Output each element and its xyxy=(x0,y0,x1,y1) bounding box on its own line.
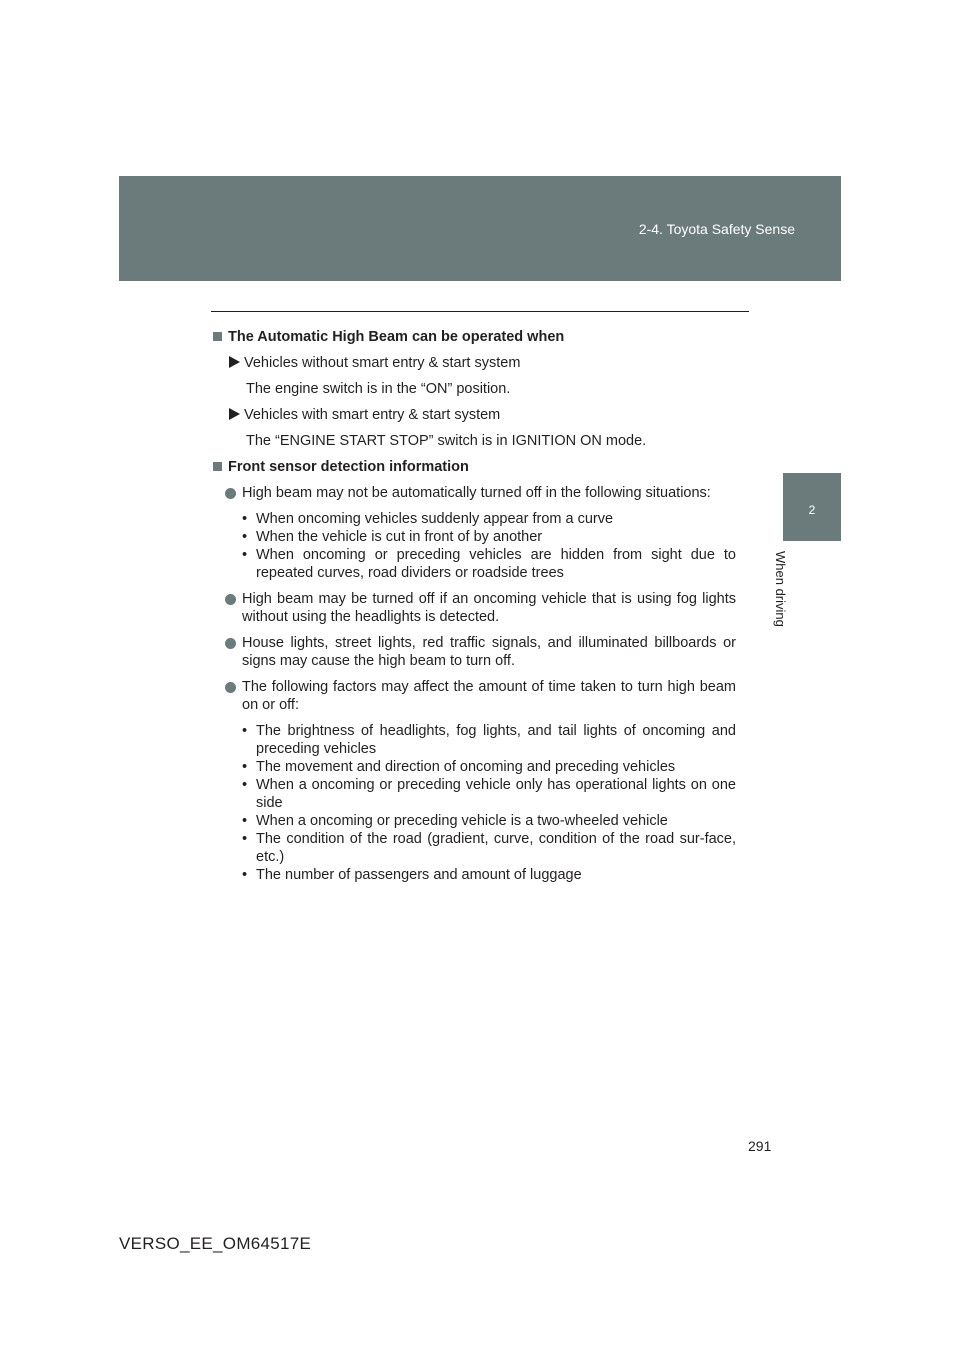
list-item: • When a oncoming or preceding vehicle only has operational lights on one side xyxy=(242,777,736,811)
section-title: 2-4. Toyota Safety Sense xyxy=(638,221,795,237)
header-band xyxy=(119,176,841,281)
list-item: • When the vehicle is cut in front of by another xyxy=(242,529,543,545)
page-content xyxy=(213,328,736,892)
chapter-label-container xyxy=(773,551,810,641)
condition-text: The engine switch is in the “ON” position. xyxy=(246,381,511,397)
info-point: High beam may be turned off if an oncoming vehicle that is using fog lights without using the headlights is detected. xyxy=(213,590,736,626)
document-code: VERSO_EE_OM64517E xyxy=(119,1234,312,1253)
list-item: • The number of passengers and amount of luggage xyxy=(242,867,582,883)
list-item: • When a oncoming or preceding vehicle is a two-wheeled vehicle xyxy=(242,813,668,829)
page-number: 291 xyxy=(748,1138,772,1154)
condition-text: The “ENGINE START STOP” switch is in IGNITION ON mode. xyxy=(246,433,647,449)
section-heading: Front sensor detection information xyxy=(213,458,736,476)
chapter-tab xyxy=(783,473,841,541)
triangle-arrow-icon xyxy=(229,356,240,368)
circle-bullet-icon xyxy=(225,488,236,499)
top-rule xyxy=(211,311,749,312)
info-point: High beam may not be automatically turned off in the following situations: xyxy=(213,484,736,502)
list-item: • When oncoming vehicles suddenly appear from a curve xyxy=(242,511,614,527)
chapter-label: When driving xyxy=(773,551,788,627)
circle-bullet-icon xyxy=(225,638,236,649)
bullet-list xyxy=(242,510,736,582)
list-item: • When oncoming or preceding vehicles are hidden from sight due to repeated curves, road dividers or roadside trees xyxy=(242,547,736,581)
circle-bullet-icon xyxy=(225,594,236,605)
square-bullet-icon xyxy=(213,462,222,471)
list-item: • The movement and direction of oncoming and preceding vehicles xyxy=(242,759,676,775)
circle-bullet-icon xyxy=(225,682,236,693)
triangle-arrow-icon xyxy=(229,408,240,420)
info-point: House lights, street lights, red traffic signals, and illuminated billboards or signs may cause the high beam to turn off. xyxy=(213,634,736,670)
section-heading: The Automatic High Beam can be operated when xyxy=(213,328,736,346)
list-item: • The brightness of headlights, fog lights, and tail lights of oncoming and preceding vehicles xyxy=(242,723,736,757)
bullet-list xyxy=(242,722,736,884)
chapter-number: 2 xyxy=(808,503,816,517)
list-item: • The condition of the road (gradient, curve, condition of the road sur-face, etc.) xyxy=(242,831,736,865)
info-point: The following factors may affect the amount of time taken to turn high beam on or off: xyxy=(213,678,736,714)
condition-heading: Vehicles without smart entry & start system xyxy=(229,354,736,372)
square-bullet-icon xyxy=(213,332,222,341)
condition-heading: Vehicles with smart entry & start system xyxy=(229,406,736,424)
